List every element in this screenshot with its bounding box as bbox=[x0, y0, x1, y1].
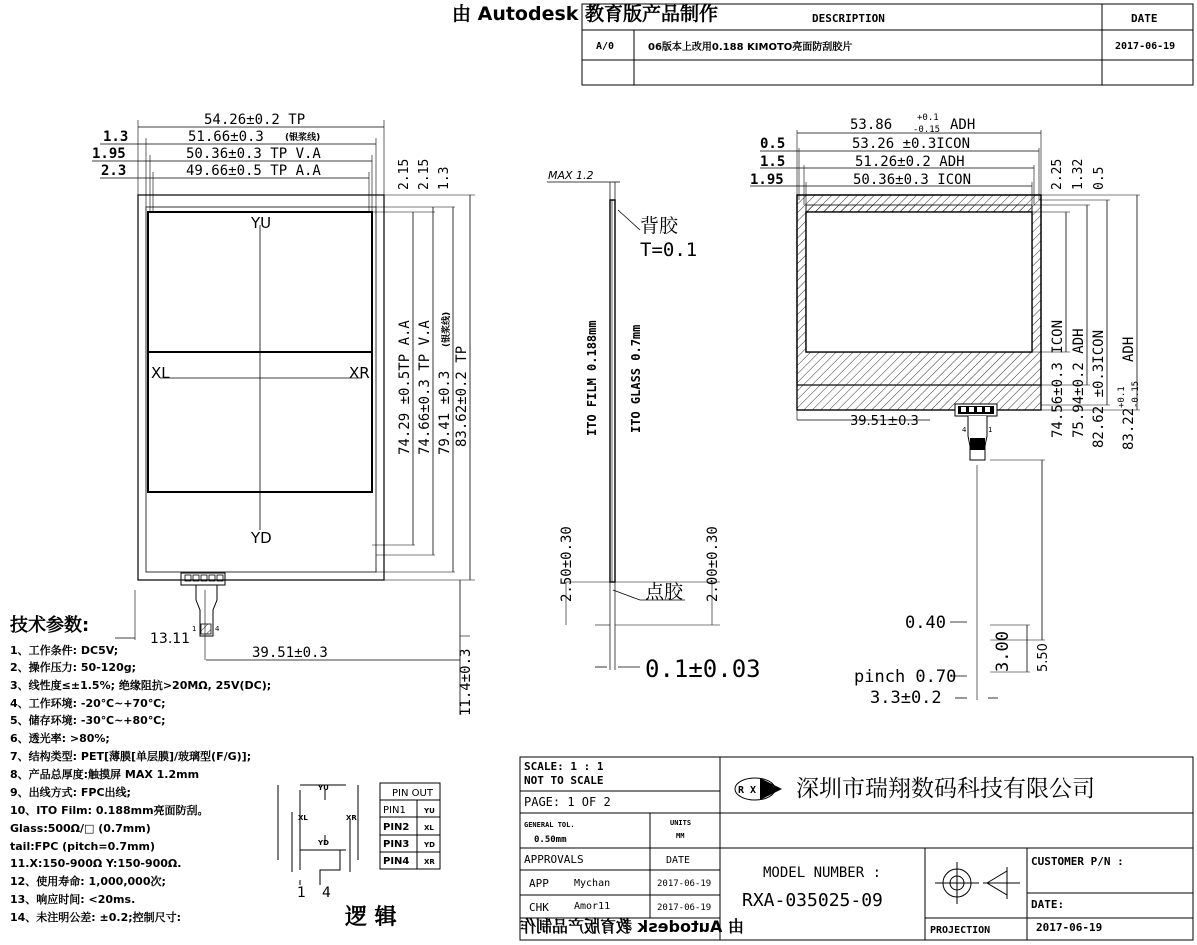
back-dim-left-3: 1.95 bbox=[750, 172, 784, 188]
front-dim-va-h: 74.66±0.3 TP V.A bbox=[417, 320, 433, 455]
side-back-glue: 背胶 bbox=[640, 215, 679, 237]
specs-list bbox=[10, 643, 271, 924]
pinout-sig: XL bbox=[424, 824, 434, 832]
tb-projection: PROJECTION bbox=[930, 925, 991, 936]
back-dim-h-4: 83.22 bbox=[1121, 407, 1137, 450]
front-label-xl: XL bbox=[151, 364, 170, 382]
front-dim-aa-h: 74.29 ±0.5TP A.A bbox=[397, 320, 413, 455]
spec-line: 12、使用寿命: 1,000,000次; bbox=[10, 875, 166, 888]
front-dim-fpc-len: 11.4±0.3 bbox=[458, 648, 474, 716]
tb-date-hdr: DATE bbox=[666, 855, 691, 866]
back-dim-pinch: pinch 0.70 bbox=[854, 667, 957, 687]
rev-header-date: DATE bbox=[1131, 12, 1158, 25]
tb-company: 深圳市瑞翔数码科技有限公司 bbox=[796, 776, 1095, 802]
front-dim-left-2: 1.95 bbox=[92, 146, 126, 162]
back-dim-fpc-pos: 39.51±0.3 bbox=[850, 414, 919, 429]
side-dim-right: 2.00±0.30 bbox=[705, 526, 721, 602]
specs-title: 技术参数: bbox=[10, 615, 90, 636]
pinout-pin: PIN1 bbox=[383, 805, 406, 816]
side-ito-film: ITO FILM 0.188mm bbox=[585, 320, 599, 436]
front-label-yd: YD bbox=[251, 529, 272, 547]
tb-page: PAGE: 1 OF 2 bbox=[524, 795, 611, 809]
tb-general-tol: GENERAL TOL. bbox=[524, 821, 575, 829]
front-fpc-pin-1: 1 bbox=[192, 625, 197, 633]
spec-line: 5、储存环境: -30℃~+80℃; bbox=[10, 714, 166, 727]
logic-diagram bbox=[278, 785, 358, 885]
spec-line: 4、工作环境: -20℃~+70℃; bbox=[10, 697, 166, 710]
logic-caption: 逻 辑 bbox=[345, 905, 397, 930]
back-dim-icon-inner: 50.36±0.3 ICON bbox=[853, 172, 972, 188]
rev-code: A/0 bbox=[596, 41, 615, 52]
back-dim-adh-w-suffix: ADH bbox=[950, 117, 976, 133]
back-dim-h-1: 74.56±0.3 ICON bbox=[1050, 319, 1066, 438]
spec-line: 1、工作条件: DC5V; bbox=[10, 644, 119, 657]
spec-line: tail:FPC (pitch=0.7mm) bbox=[10, 840, 156, 853]
front-dim-left-1: 1.3 bbox=[103, 129, 129, 145]
front-label-xr: XR bbox=[349, 364, 370, 382]
tb-customer-pn: CUSTOMER P/N : bbox=[1031, 855, 1124, 868]
side-ito-glass: ITO GLASS 0.7mm bbox=[629, 324, 643, 433]
back-dim-300: 3.00 bbox=[993, 631, 1013, 672]
pinout-pin: PIN4 bbox=[383, 856, 410, 867]
side-dim-left: 2.50±0.30 bbox=[559, 526, 575, 602]
logic-yd: YD bbox=[318, 839, 329, 847]
tb-scale: SCALE: 1 : 1 bbox=[524, 760, 604, 773]
spec-line: Glass:500Ω/□ (0.7mm) bbox=[10, 822, 151, 835]
front-dim-silver-note: (银浆线) bbox=[285, 133, 321, 143]
back-fpc-tab bbox=[970, 438, 985, 450]
front-fpc-pin-4: 4 bbox=[215, 625, 220, 633]
back-dim-left-2: 1.5 bbox=[760, 154, 786, 170]
tb-date-label: DATE: bbox=[1031, 898, 1065, 911]
back-dim-adh-inner: 51.26±0.2 ADH bbox=[855, 154, 965, 170]
tb-units-val: MM bbox=[676, 832, 685, 840]
logic-xl: XL bbox=[298, 814, 308, 822]
pinout-title: PIN OUT bbox=[392, 788, 433, 799]
front-dim-silver-w: 51.66±0.3 bbox=[188, 129, 264, 145]
logic-pin-4: 4 bbox=[322, 885, 331, 901]
projection-symbol-icon bbox=[935, 862, 1020, 904]
back-dim-h-4-tol-dn: -0.15 bbox=[1131, 380, 1141, 408]
back-dim-top-2: 1.32 bbox=[1071, 158, 1086, 190]
back-dim-h-3: 82.62 ±0.3ICON bbox=[1091, 329, 1107, 448]
spec-line: 13、响应时间: <20ms. bbox=[10, 893, 136, 906]
tb-app-name: Mychan bbox=[574, 878, 611, 889]
tb-date-value: 2017-06-19 bbox=[1036, 921, 1103, 934]
back-dim-550: 5.50 bbox=[1036, 643, 1051, 672]
tb-approvals: APPROVALS bbox=[524, 853, 584, 866]
front-dim-fpc-pos: 39.51±0.3 bbox=[252, 645, 328, 661]
back-dim-top-3: 0.5 bbox=[1092, 166, 1107, 190]
pinout-pin: PIN2 bbox=[383, 822, 410, 833]
rev-description: 06版本上改用0.188 KIMOTO亮面防刮胶片 bbox=[648, 42, 853, 53]
watermark-bottom: 由 Autodesk 教育版产品制作 bbox=[519, 917, 744, 936]
back-dim-width: 3.3±0.2 bbox=[870, 688, 942, 708]
logic-yu: YU bbox=[318, 784, 329, 792]
rev-date: 2017-06-19 bbox=[1115, 41, 1176, 52]
watermark-top: 由 Autodesk 教育版产品制作 bbox=[452, 3, 719, 25]
spec-line: 10、ITO Film: 0.188mm亮面防刮。 bbox=[10, 804, 209, 817]
front-dim-fpc-off: 13.11 bbox=[150, 631, 191, 647]
back-dim-adh-w: 53.86 bbox=[850, 117, 893, 133]
tb-model-number: RXA-035025-09 bbox=[742, 890, 883, 911]
tb-units: UNITS bbox=[670, 819, 692, 827]
back-pin-1: 1 bbox=[988, 426, 993, 434]
logic-xr: XR bbox=[346, 814, 357, 822]
front-label-yu: YU bbox=[251, 214, 272, 232]
tb-chk: CHK bbox=[529, 901, 549, 914]
tb-app: APP bbox=[529, 877, 549, 890]
spec-line: 7、结构类型: PET[薄膜[单层膜]/玻璃型(F/G)]; bbox=[10, 750, 252, 763]
spec-line: 3、线性度≤±1.5%; 绝缘阻抗>20MΩ, 25V(DC); bbox=[10, 679, 272, 692]
back-dim-top-1: 2.25 bbox=[1050, 158, 1065, 190]
tb-not-to-scale: NOT TO SCALE bbox=[524, 774, 604, 787]
front-dim-tp-h: 83.62±0.2 TP bbox=[454, 345, 470, 447]
spec-line: 9、出线方式: FPC出线; bbox=[10, 786, 131, 799]
front-dim-silver-h: 79.41 ±0.3 bbox=[437, 370, 453, 455]
rev-header-description: DESCRIPTION bbox=[812, 12, 885, 25]
back-dim-left-1: 0.5 bbox=[760, 136, 786, 152]
front-dim-top-3: 1.3 bbox=[437, 166, 452, 190]
front-dim-top-1: 2.15 bbox=[397, 158, 412, 190]
pinout-sig: XR bbox=[424, 858, 435, 866]
spec-line: 11.X:150-900Ω Y:150-900Ω. bbox=[10, 857, 182, 870]
front-dim-va-w: 50.36±0.3 TP V.A bbox=[186, 146, 321, 162]
pinout-sig: YU bbox=[424, 807, 435, 815]
back-dim-040: 0.40 bbox=[905, 613, 946, 633]
back-dim-adh-w-tol-up: +0.1 bbox=[917, 113, 939, 123]
tb-model-label: MODEL NUMBER : bbox=[763, 865, 882, 881]
spec-line: 8、产品总厚度:触摸屏 MAX 1.2mm bbox=[10, 768, 200, 781]
front-dim-width-tp: 54.26±0.2 TP bbox=[204, 112, 306, 128]
back-dim-h-2: 75.94±0.2 ADH bbox=[1071, 328, 1087, 438]
front-dim-top-2: 2.15 bbox=[417, 158, 432, 190]
front-dim-silver-h-note: (银浆线) bbox=[442, 311, 452, 347]
back-dim-h-4-suffix: ADH bbox=[1121, 336, 1137, 362]
pinout-pin: PIN3 bbox=[383, 839, 410, 850]
side-dot-glue: 点胶 bbox=[645, 581, 684, 603]
spec-line: 6、透光率: >80%; bbox=[10, 732, 110, 745]
side-dim-fpc-t: 0.1±0.03 bbox=[645, 655, 761, 683]
pinout-sig: YD bbox=[424, 841, 435, 849]
back-dim-h-4-tol-up: +0.1 bbox=[1117, 386, 1127, 408]
back-dim-adh-w-tol-dn: -0.15 bbox=[913, 125, 941, 135]
tb-logo-text: R X bbox=[738, 785, 757, 796]
tb-chk-date: 2017-06-19 bbox=[657, 903, 712, 913]
tb-app-date: 2017-06-19 bbox=[657, 879, 712, 889]
front-dim-left-3: 2.3 bbox=[101, 163, 127, 179]
side-max: MAX 1.2 bbox=[548, 169, 594, 182]
logic-pin-1: 1 bbox=[297, 885, 306, 901]
side-thickness: T=0.1 bbox=[640, 239, 698, 261]
watermark-bottom-group bbox=[520, 917, 744, 936]
spec-line: 14、未注明公差: ±0.2;控制尺寸: bbox=[10, 911, 182, 924]
back-pin-4: 4 bbox=[962, 426, 967, 434]
back-dim-icon-w: 53.26 ±0.3ICON bbox=[852, 136, 971, 152]
tb-chk-name: Amor11 bbox=[574, 901, 611, 912]
spec-line: 2、操作压力: 50-120g; bbox=[10, 661, 136, 674]
front-dim-aa-w: 49.66±0.5 TP A.A bbox=[186, 163, 321, 179]
tb-general-tol-val: 0.50mm bbox=[534, 835, 567, 845]
